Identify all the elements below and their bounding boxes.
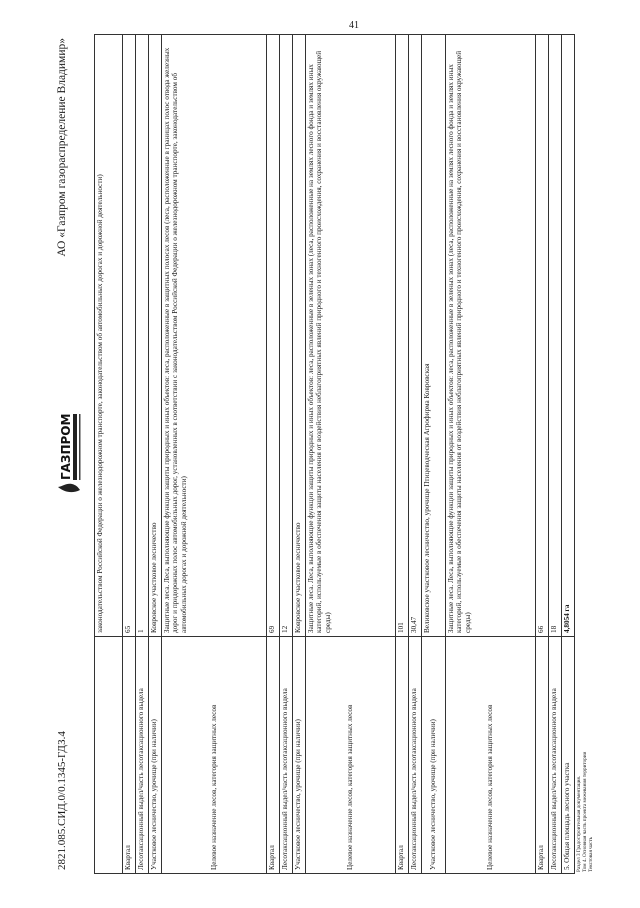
row-label: Квартал [536,637,549,874]
row-value [562,35,575,637]
row-value: 30,47 [409,35,422,637]
table-row [293,35,306,874]
table-row [149,35,162,874]
table-row [267,35,280,874]
row-label [95,637,123,874]
row-value: Ковровское участковое лесничество [293,35,306,637]
row-value: законодательством Российской Федерации о железнодорожном транспорте, законодательством об автомобильных дорогах и дорожной деятельности) [95,35,123,637]
forest-plot-table [94,34,575,874]
row-label: Квартал [396,637,409,874]
table-row [280,35,293,874]
row-label: Квартал [123,637,136,874]
table-row [136,35,149,874]
table-row [422,35,446,874]
table-row [95,35,123,874]
table-row [396,35,409,874]
logo-text: ГАЗПРОМ [59,413,73,480]
footer-line: Том 4. Основная часть проекта межевания территории [581,751,588,872]
row-label: Лесотаксационный выдел/часть лесотаксационного выдела [409,637,422,874]
table-row [549,35,562,874]
table-row [409,35,422,874]
total-area-value: 4,8054 га [563,604,571,633]
table-row [536,35,549,874]
gazprom-logo [54,410,84,496]
rotated-page [50,34,610,874]
organization-name: АО «Газпром газораспределение Владимир» [56,38,68,257]
table-row [162,35,267,874]
row-label: Лесотаксационный выдел/часть лесотаксационного выдела [280,637,293,874]
row-value: Великовское участковое лесничество, урочище Птицеводческая Агрофирма Ковровская [422,35,446,637]
table-row [446,35,536,874]
row-label: Целевое назначение лесов, категория защитных лесов [306,637,396,874]
row-label: Участковое лесничество, урочище (при наличии) [293,637,306,874]
row-label: Лесотаксационный выдел/часть лесотаксационного выдела [549,637,562,874]
row-value: Защитные леса. Леса, выполняющие функции защиты природных и иных объектов: леса, расположенные в защитных полосах лесов (леса, расположенные в границах полос отвода железных дорог и придорожных полос автомобильных дорог, установленных в соответствии с законодательством Российской Федерации о железнодорожном транспорте, законодательством об автомобильных дорогах и дорожной деятельности) [162,35,267,637]
footer [577,752,595,872]
row-value: 101 [396,35,409,637]
footer-line: Текстовая часть [587,837,594,872]
row-label: Целевое назначение лесов, категория защитных лесов [446,637,536,874]
row-value: 66 [536,35,549,637]
document-code: 2821.085.СИД.0/0.1345-ГДЗ.4 [56,731,68,870]
row-label: Участковое лесничество, урочище (при наличии) [149,637,162,874]
table-row [306,35,396,874]
row-value: 1 [136,35,149,637]
row-label: Целевое назначение лесов, категория защитных лесов [162,637,267,874]
row-label: Участковое лесничество, урочище (при наличии) [422,637,446,874]
row-value: 18 [549,35,562,637]
table-row [123,35,136,874]
page-number: 41 [349,20,359,31]
row-value: 69 [267,35,280,637]
footer-line: Раздел 3 Градостроительная документация. [576,775,582,872]
row-value: Защитные леса. Леса, выполняющие функции защиты природных и иных объектов: леса, расположенные в зеленых зонах (леса, расположенные на землях лесного фонда и землях иных категорий, используемые в обеспечения защиты населения от воздействия неблагоприятных явлений природного и техногенного происхождения, сохранения и восстановления окружающей среды) [306,35,396,637]
row-value: Защитные леса. Леса, выполняющие функции защиты природных и иных объектов: леса, расположенные в зеленых зонах (леса, расположенные на землях лесного фонда и землях иных категорий, используемые в обеспечения защиты населения от воздействия неблагоприятных явлений природного и техногенного происхождения, сохранения и восстановления окружающей среды) [446,35,536,637]
row-label: Квартал [267,637,280,874]
row-label: Лесотаксационный выдел/часть лесотаксационного выдела [136,637,149,874]
row-label: 5. Общая площадь лесного участка [562,637,575,874]
row-value: 65 [123,35,136,637]
row-value: Ковровское участковое лесничество [149,35,162,637]
table-row [562,35,575,874]
row-value: 12 [280,35,293,637]
